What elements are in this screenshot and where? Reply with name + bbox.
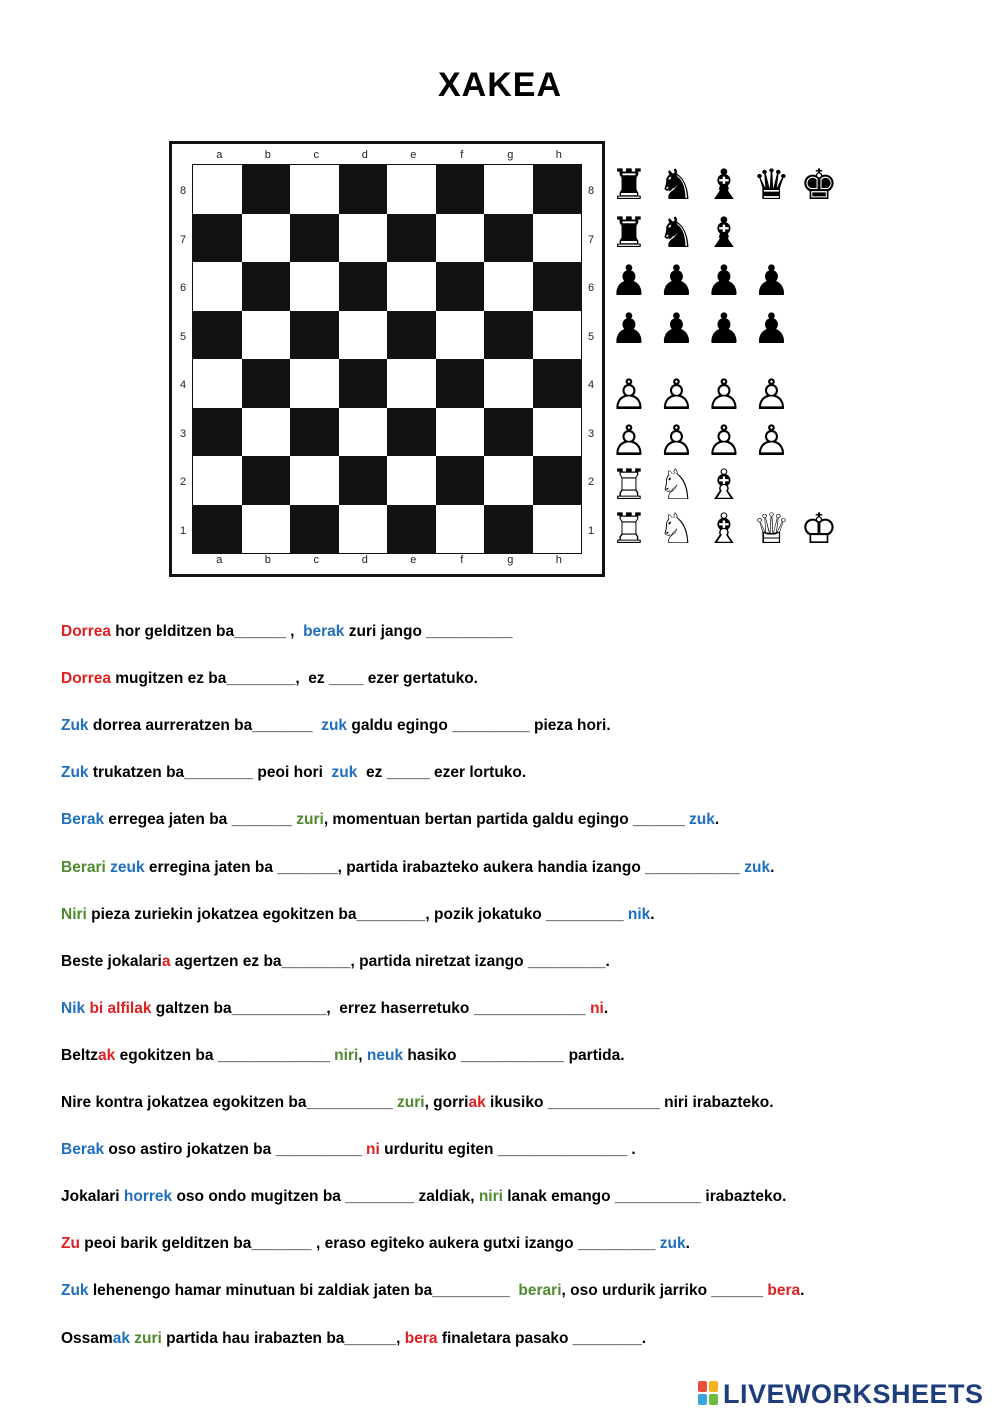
highlighted-word: bi alfilak xyxy=(89,999,152,1017)
board-square-h7 xyxy=(533,214,582,263)
sentence-text: erregea jaten ba _______ xyxy=(104,811,297,829)
sentence-text: . xyxy=(770,858,775,876)
highlighted-word: Zu xyxy=(61,1235,80,1253)
board-square-d6 xyxy=(339,262,388,311)
file-label-top: d xyxy=(361,149,368,161)
board-square-a6 xyxy=(193,262,242,311)
board-square-g7 xyxy=(484,214,533,263)
board-square-b8 xyxy=(242,165,291,214)
black-pawn-icon: ♟ xyxy=(752,304,791,353)
sentence-text: . xyxy=(714,811,720,829)
highlighted-word: zuk xyxy=(744,858,771,876)
sentence-text: lehenengo hamar minutuan bi zaldiak jaten ba_________ xyxy=(88,1282,519,1300)
sentence-text: , gorri xyxy=(424,1094,469,1111)
black-knight-icon: ♞ xyxy=(657,160,696,209)
white-bishop-icon: ♗ xyxy=(705,460,743,509)
board-square-c8 xyxy=(290,165,339,214)
sentence-line xyxy=(61,858,774,878)
highlighted-word: zuk xyxy=(321,717,348,735)
board-square-h4 xyxy=(533,359,582,408)
file-label-bottom: g xyxy=(507,554,514,566)
board-square-d1 xyxy=(339,505,388,554)
board-square-c5 xyxy=(290,311,339,360)
board-square-f6 xyxy=(436,262,485,311)
highlighted-word: zeuk xyxy=(110,858,145,876)
white-pawn-icon: ♙ xyxy=(752,370,791,419)
rank-label-right: 5 xyxy=(587,330,595,343)
sentence-text: mugitzen ez ba________, ez ____ ezer gertatuko. xyxy=(110,670,478,688)
sentence-text: Beste jokalari xyxy=(61,952,162,970)
board-grid xyxy=(192,164,582,554)
board-square-d5 xyxy=(339,311,388,360)
board-square-a1 xyxy=(193,505,242,554)
black-pawn-icon: ♟ xyxy=(610,304,648,353)
highlighted-word: nik xyxy=(627,905,651,923)
rank-label-right: 6 xyxy=(587,282,595,295)
white-pawn-icon: ♙ xyxy=(610,370,648,419)
board-square-g3 xyxy=(484,408,533,457)
file-label-top: g xyxy=(507,149,514,161)
highlighted-word: Dorrea xyxy=(61,670,111,688)
board-square-g4 xyxy=(484,359,533,408)
sentence-text: lanak emango __________ irabazteko. xyxy=(502,1188,787,1206)
highlighted-word: Zuk xyxy=(61,764,89,782)
board-square-f3 xyxy=(436,408,485,457)
sentence-line xyxy=(61,1046,625,1066)
board-square-b1 xyxy=(242,505,291,554)
highlighted-word: Nik xyxy=(61,999,86,1017)
file-label-bottom: a xyxy=(216,554,223,566)
highlighted-word: bera xyxy=(767,1282,801,1300)
sentence-text: galdu egingo _________ pieza hori. xyxy=(347,717,611,735)
black-pawn-icon: ♟ xyxy=(610,256,648,305)
highlighted-word: horrek xyxy=(123,1188,173,1206)
board-square-a8 xyxy=(193,165,242,214)
board-square-e4 xyxy=(387,359,436,408)
board-square-h3 xyxy=(533,408,582,457)
board-square-e2 xyxy=(387,456,436,505)
board-square-b7 xyxy=(242,214,291,263)
board-square-g8 xyxy=(484,165,533,214)
board-square-d4 xyxy=(339,359,388,408)
rank-label-right: 8 xyxy=(587,185,595,198)
sentence-text: , oso urdurik jarriko ______ xyxy=(561,1282,768,1300)
black-pawn-icon: ♟ xyxy=(705,256,743,305)
file-label-bottom: f xyxy=(460,554,464,566)
board-square-d3 xyxy=(339,408,388,457)
file-label-top: h xyxy=(555,149,562,161)
board-square-c6 xyxy=(290,262,339,311)
black-bishop-icon: ♝ xyxy=(705,208,743,257)
highlighted-word: Berak xyxy=(61,811,105,829)
sentence-text: Nire kontra jokatzea egokitzen ba__________ xyxy=(61,1094,397,1111)
sentence-text: . xyxy=(685,1235,690,1253)
sentence-line xyxy=(61,1281,804,1301)
board-square-g2 xyxy=(484,456,533,505)
highlighted-word: a xyxy=(161,952,171,970)
white-knight-icon: ♘ xyxy=(657,504,696,553)
rank-label-right: 1 xyxy=(587,524,595,537)
rank-label-left: 1 xyxy=(179,524,187,537)
sentence-line xyxy=(61,1234,690,1254)
sentence-text: . xyxy=(650,905,655,923)
sentence-line xyxy=(61,669,478,689)
board-square-b4 xyxy=(242,359,291,408)
black-rook-icon: ♜ xyxy=(610,208,648,257)
sentence-line xyxy=(61,810,719,830)
board-square-f1 xyxy=(436,505,485,554)
board-square-f2 xyxy=(436,456,485,505)
file-label-bottom: d xyxy=(361,554,368,566)
white-pawn-icon: ♙ xyxy=(705,416,743,465)
board-square-f5 xyxy=(436,311,485,360)
white-rook-icon: ♖ xyxy=(610,504,648,553)
white-pawn-icon: ♙ xyxy=(705,370,743,419)
highlighted-word: neuk xyxy=(366,1046,404,1064)
highlighted-word: zuri xyxy=(134,1329,162,1347)
sentence-text: egokitzen ba _____________ xyxy=(115,1046,335,1064)
board-square-c1 xyxy=(290,505,339,554)
sentence-text: galtzen ba___________, errez haserretuko _____________ xyxy=(151,999,591,1017)
highlighted-word: ak xyxy=(98,1046,116,1064)
sentence-text: hor gelditzen ba______ , xyxy=(110,623,304,640)
highlighted-word: bera xyxy=(404,1329,438,1347)
sentence-line xyxy=(61,622,512,642)
sentence-text: urduritu egiten _______________ . xyxy=(379,1141,636,1159)
sentence-text: oso ondo mugitzen ba ________ zaldiak, xyxy=(172,1188,479,1206)
board-square-e5 xyxy=(387,311,436,360)
white-pawn-icon: ♙ xyxy=(752,416,791,465)
board-square-g5 xyxy=(484,311,533,360)
board-square-c3 xyxy=(290,408,339,457)
sentence-text: Jokalari xyxy=(61,1188,124,1206)
sentence-text: , momentuan bertan partida galdu egingo ______ xyxy=(323,811,690,829)
sentence-text: . xyxy=(800,1282,805,1300)
file-label-top: c xyxy=(313,149,319,161)
board-square-b2 xyxy=(242,456,291,505)
board-square-e6 xyxy=(387,262,436,311)
board-square-b5 xyxy=(242,311,291,360)
black-queen-icon: ♛ xyxy=(752,160,791,209)
highlighted-word: Dorrea xyxy=(61,623,111,640)
highlighted-word: ni xyxy=(590,999,604,1017)
file-label-top: f xyxy=(460,149,464,161)
black-pawn-icon: ♟ xyxy=(752,256,791,305)
sentence-text: , xyxy=(358,1046,367,1064)
sentence-line xyxy=(61,905,655,925)
sentence-line xyxy=(61,1140,636,1160)
board-square-h8 xyxy=(533,165,582,214)
highlighted-word: niri xyxy=(478,1188,503,1206)
highlighted-word: zuri xyxy=(397,1094,425,1111)
black-bishop-icon: ♝ xyxy=(705,160,743,209)
rank-label-right: 3 xyxy=(587,427,595,440)
highlighted-word: Berari xyxy=(61,858,106,876)
white-rook-icon: ♖ xyxy=(610,460,648,509)
rank-label-left: 3 xyxy=(179,427,187,440)
file-label-bottom: b xyxy=(264,554,271,566)
highlighted-word: Zuk xyxy=(61,1282,89,1300)
rank-label-left: 7 xyxy=(179,233,187,246)
file-label-top: b xyxy=(264,149,271,161)
white-pawn-icon: ♙ xyxy=(657,370,696,419)
chess-pieces-panel xyxy=(606,162,846,562)
sentence-line xyxy=(61,763,526,783)
white-pawn-icon: ♙ xyxy=(610,416,648,465)
file-label-bottom: e xyxy=(410,554,417,566)
sentence-line xyxy=(61,716,611,736)
sentence-text: Ossam xyxy=(61,1329,113,1347)
sentence-text: agertzen ez ba________, partida niretzat izango _________. xyxy=(170,952,610,970)
highlighted-word: zuk xyxy=(659,1235,686,1253)
black-pawn-icon: ♟ xyxy=(657,256,696,305)
board-square-g1 xyxy=(484,505,533,554)
black-knight-icon: ♞ xyxy=(657,208,696,257)
sentence-text: peoi barik gelditzen ba_______ , eraso egiteko aukera gutxi izango _________ xyxy=(79,1235,660,1253)
sentence-text: zuri jango __________ xyxy=(344,623,513,640)
sentence-text: finaletara pasako ________. xyxy=(437,1329,647,1347)
sentence-line xyxy=(61,1093,774,1113)
board-square-d7 xyxy=(339,214,388,263)
highlighted-word: Niri xyxy=(61,905,87,923)
liveworksheets-logo-icon xyxy=(698,1381,720,1407)
file-label-bottom: c xyxy=(313,554,319,566)
board-square-d2 xyxy=(339,456,388,505)
board-square-d8 xyxy=(339,165,388,214)
highlighted-word: ni xyxy=(366,1141,380,1159)
board-square-c2 xyxy=(290,456,339,505)
white-king-icon: ♔ xyxy=(800,504,838,553)
highlighted-word: niri xyxy=(334,1046,359,1064)
sentence-text: dorrea aurreratzen ba_______ xyxy=(88,717,322,735)
highlighted-word: berari xyxy=(518,1282,562,1300)
board-square-g6 xyxy=(484,262,533,311)
board-square-a5 xyxy=(193,311,242,360)
black-king-icon: ♚ xyxy=(800,160,838,209)
file-label-top: a xyxy=(216,149,223,161)
board-square-a7 xyxy=(193,214,242,263)
chess-board xyxy=(169,141,605,577)
board-square-e8 xyxy=(387,165,436,214)
board-square-f7 xyxy=(436,214,485,263)
sentence-text: . xyxy=(603,999,609,1017)
sentence-line xyxy=(61,999,608,1019)
rank-label-left: 2 xyxy=(179,476,187,489)
sentence-text: hasiko ____________ partida. xyxy=(403,1046,625,1064)
sentence-line xyxy=(61,1187,786,1207)
sentence-text: Beltz xyxy=(61,1046,99,1064)
black-pawn-icon: ♟ xyxy=(657,304,696,353)
liveworksheets-brand-text: LIVEWORKSHEETS xyxy=(723,1378,984,1409)
board-square-e3 xyxy=(387,408,436,457)
highlighted-word: zuk xyxy=(689,811,715,829)
rank-label-left: 8 xyxy=(179,185,187,198)
sentence-text: ikusiko _____________ niri irabazteko. xyxy=(485,1094,774,1111)
sentence-text: ez _____ ezer lortuko. xyxy=(357,764,527,782)
board-square-a3 xyxy=(193,408,242,457)
board-square-b6 xyxy=(242,262,291,311)
white-pawn-icon: ♙ xyxy=(657,416,696,465)
highlighted-word: zuk xyxy=(331,764,358,782)
black-pawn-icon: ♟ xyxy=(705,304,743,353)
sentence-text: trukatzen ba________ peoi hori xyxy=(88,764,332,782)
rank-label-left: 6 xyxy=(179,282,187,295)
board-square-c4 xyxy=(290,359,339,408)
board-square-f4 xyxy=(436,359,485,408)
white-knight-icon: ♘ xyxy=(657,460,696,509)
board-square-h1 xyxy=(533,505,582,554)
highlighted-word: zuri xyxy=(296,811,324,829)
white-queen-icon: ♕ xyxy=(752,504,791,553)
board-square-b3 xyxy=(242,408,291,457)
white-bishop-icon: ♗ xyxy=(705,504,743,553)
file-label-bottom: h xyxy=(555,554,562,566)
black-rook-icon: ♜ xyxy=(610,160,648,209)
board-square-e1 xyxy=(387,505,436,554)
highlighted-word: Zuk xyxy=(61,717,89,735)
liveworksheets-logo xyxy=(698,1377,984,1411)
worksheet-title: XAKEA xyxy=(437,66,563,104)
highlighted-word: berak xyxy=(303,623,345,640)
board-square-c7 xyxy=(290,214,339,263)
board-square-a2 xyxy=(193,456,242,505)
board-square-h6 xyxy=(533,262,582,311)
highlighted-word: Berak xyxy=(61,1141,105,1159)
rank-label-right: 7 xyxy=(587,233,595,246)
board-square-e7 xyxy=(387,214,436,263)
sentence-text: erregina jaten ba _______, partida irabazteko aukera handia izango ___________ xyxy=(144,858,745,876)
highlighted-word: ak xyxy=(112,1329,130,1347)
sentence-line xyxy=(61,952,610,972)
rank-label-right: 2 xyxy=(587,476,595,489)
sentence-line xyxy=(61,1329,646,1349)
board-square-a4 xyxy=(193,359,242,408)
sentence-text: pieza zuriekin jokatzea egokitzen ba________, pozik jokatuko _________ xyxy=(86,905,628,923)
sentence-text: partida hau irabazten ba______, xyxy=(161,1329,405,1347)
rank-label-left: 4 xyxy=(179,379,187,392)
board-square-f8 xyxy=(436,165,485,214)
board-square-h5 xyxy=(533,311,582,360)
file-label-top: e xyxy=(410,149,417,161)
rank-label-right: 4 xyxy=(587,379,595,392)
rank-label-left: 5 xyxy=(179,330,187,343)
sentence-text: oso astiro jokatzen ba __________ xyxy=(104,1141,367,1159)
board-square-h2 xyxy=(533,456,582,505)
highlighted-word: ak xyxy=(468,1094,486,1111)
